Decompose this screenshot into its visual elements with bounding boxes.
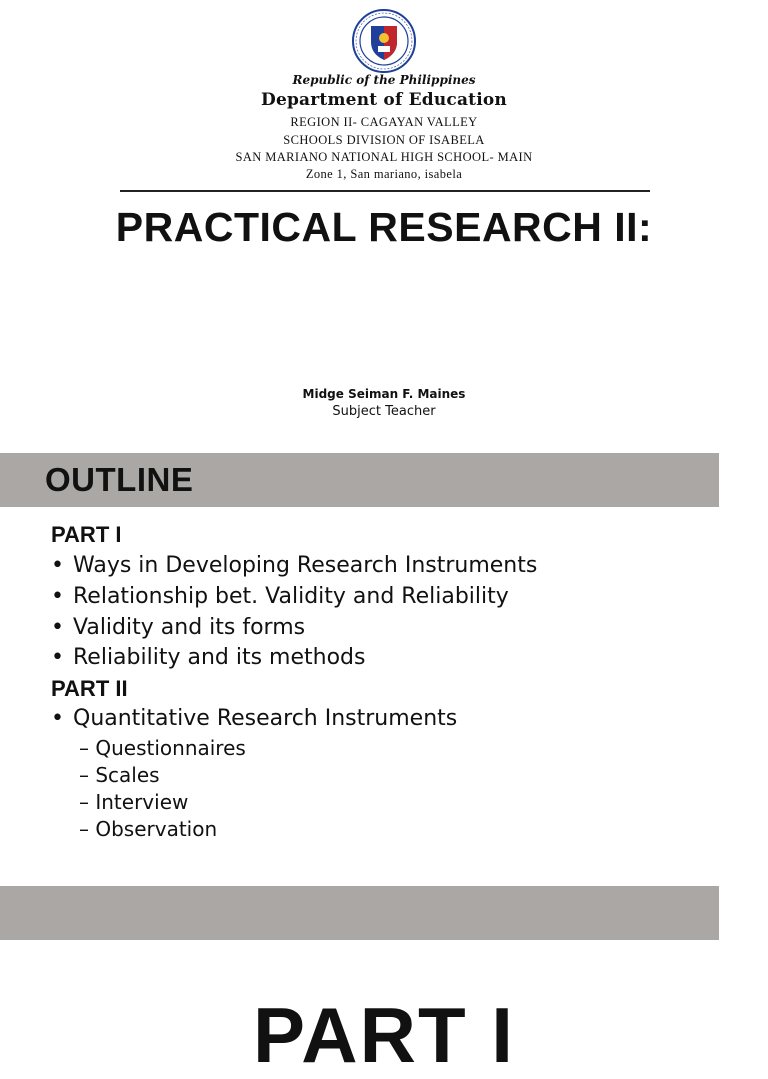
list-item-text: Reliability and its methods xyxy=(73,645,366,670)
sub-list-item-text: Questionnaires xyxy=(95,736,246,760)
list-item-text: Relationship bet. Validity and Reliability xyxy=(73,584,509,609)
list-item-text: Ways in Developing Research Instruments xyxy=(73,553,538,578)
sub-list-item xyxy=(79,790,188,814)
list-item xyxy=(51,645,365,670)
address-line: Zone 1, San mariano, isabela xyxy=(305,167,463,181)
dash: – xyxy=(79,763,89,787)
header-divider xyxy=(120,190,650,192)
slide-title: PRACTICAL RESEARCH II: xyxy=(115,204,653,250)
deped-seal-icon xyxy=(351,8,417,74)
sub-list-item xyxy=(79,763,160,787)
address-line: SCHOOLS DIVISION OF ISABELA xyxy=(283,133,485,147)
list-item xyxy=(51,584,509,609)
list-item xyxy=(51,706,457,731)
sub-list-item-text: Scales xyxy=(95,763,160,787)
dash: – xyxy=(79,736,89,760)
slide-footer-band xyxy=(0,886,719,940)
sub-list-item-text: Observation xyxy=(95,817,218,841)
list-item xyxy=(51,553,537,578)
list-item xyxy=(51,615,305,640)
bullet: • xyxy=(51,584,64,609)
outline-heading: OUTLINE xyxy=(45,461,194,498)
part-label: PART I xyxy=(51,522,122,547)
teacher-name: Midge Seiman F. Maines xyxy=(302,387,466,401)
teacher-role: Subject Teacher xyxy=(332,404,436,419)
address-line: REGION II- CAGAYAN VALLEY xyxy=(290,115,478,129)
dash: – xyxy=(79,817,89,841)
department-title: Department of Education xyxy=(261,90,507,110)
bullet: • xyxy=(51,615,64,640)
list-item-text: Validity and its forms xyxy=(73,615,306,640)
sub-list-item-text: Interview xyxy=(95,790,189,814)
part-label: PART II xyxy=(51,676,128,701)
bullet: • xyxy=(51,645,64,670)
address-line: SAN MARIANO NATIONAL HIGH SCHOOL- MAIN xyxy=(235,150,533,164)
dash: – xyxy=(79,790,89,814)
bullet: • xyxy=(51,553,64,578)
sub-list-item xyxy=(79,736,246,760)
bullet: • xyxy=(51,706,64,731)
sub-list-item xyxy=(79,817,217,841)
republic-label: Republic of the Philippines xyxy=(292,73,476,87)
next-slide-title: PART I xyxy=(253,991,515,1079)
list-item-text: Quantitative Research Instruments xyxy=(73,706,458,731)
